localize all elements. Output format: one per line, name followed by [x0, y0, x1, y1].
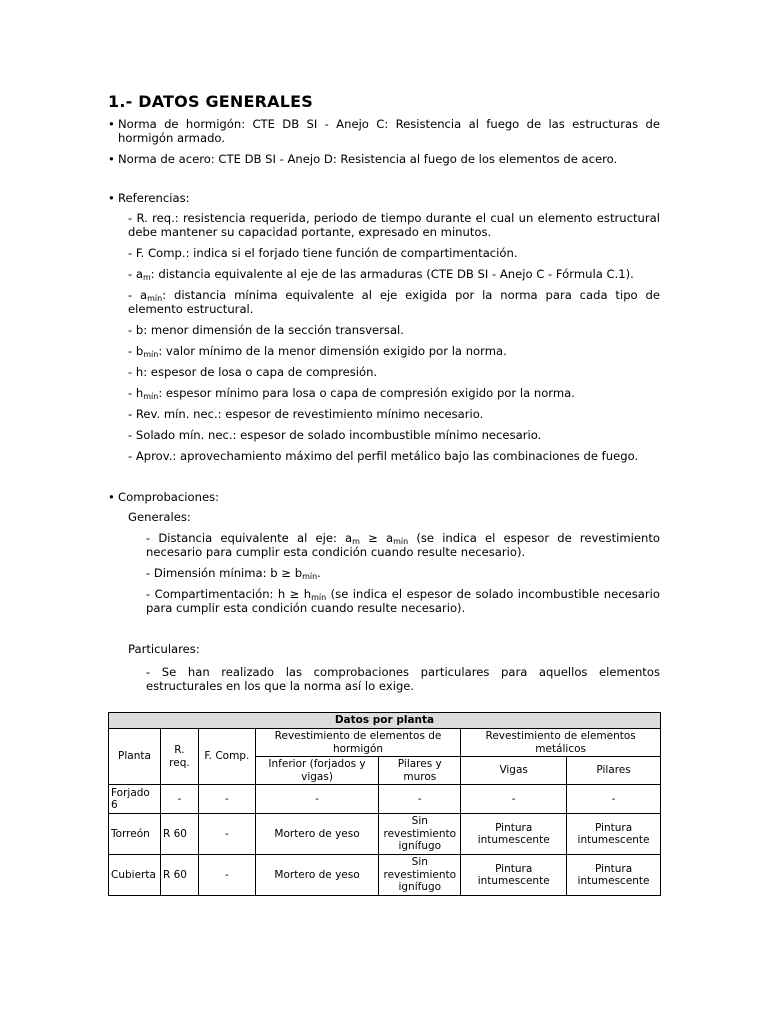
cell-rreq: R 60 [160, 814, 198, 855]
header-vigas: Vigas [461, 757, 567, 785]
ref-b: - b: menor dimensión de la sección transversal. [128, 323, 404, 337]
check-dimension: - Dimensión mínima: $b \ge b_{mín}$. [146, 566, 321, 581]
norm-steel: • Norma de acero: CTE DB SI - Anejo D: Resistencia al fuego de los elementos de acero. [108, 152, 660, 166]
cell-fcomp: - [198, 855, 255, 896]
check-compartment: - Compartimentación: $h \ge h_{mín}$ (se indica el espesor de solado incombustible necesario para cumplir esta condición cuando resulte necesario). [146, 587, 660, 615]
section-title: 1.- DATOS GENERALES [108, 92, 313, 111]
cell-pilares: Pintura intumescente [567, 855, 661, 896]
cell-pilares-muros: Sin revestimiento ignífugo [379, 855, 461, 896]
cell-pilares: - [567, 785, 661, 814]
ref-rreq: - R. req.: resistencia requerida, periodo de tiempo durante el cual un elemento estructural debe mantener su capacidad portante, expresado en minutos. [128, 211, 660, 239]
cell-rreq: - [160, 785, 198, 814]
ref-amin: - $a_{mín}$: distancia mínima equivalente al eje exigida por la norma para cada tipo de elemento estructural. [128, 288, 660, 316]
cell-planta: Torreón [109, 814, 161, 855]
checks-particular-heading: Particulares: [128, 642, 200, 656]
ref-am: - $a_m$: distancia equivalente al eje de las armaduras (CTE DB SI - Anejo C - Fórmula C.1). [128, 267, 634, 282]
header-planta: Planta [109, 729, 161, 785]
cell-planta: Forjado 6 [109, 785, 161, 814]
header-metalicos: Revestimiento de elementos metálicos [461, 729, 661, 757]
ref-fcomp: - F. Comp.: indica si el forjado tiene función de compartimentación. [128, 246, 518, 260]
header-pilares-muros: Pilares y muros [379, 757, 461, 785]
cell-inferior: Mortero de yeso [255, 814, 379, 855]
header-pilares: Pilares [567, 757, 661, 785]
checks-general-heading: Generales: [128, 510, 191, 524]
norm-concrete: • Norma de hormigón: CTE DB SI - Anejo C: Resistencia al fuego de las estructuras de hormigón armado. [108, 117, 660, 145]
header-inferior: Inferior (forjados y vigas) [255, 757, 379, 785]
ref-h: - h: espesor de losa o capa de compresión. [128, 365, 378, 379]
ref-aprov: - Aprov.: aprovechamiento máximo del perfil metálico bajo las combinaciones de fuego. [128, 449, 639, 463]
ref-rev: - Rev. mín. nec.: espesor de revestimiento mínimo necesario. [128, 407, 484, 421]
cell-pilares-muros: Sin revestimiento ignífugo [379, 814, 461, 855]
cell-rreq: R 60 [160, 855, 198, 896]
cell-vigas: Pintura intumescente [461, 814, 567, 855]
document-page [108, 92, 660, 700]
check-distance: - Distancia equivalente al eje: $a_m \ge a_{mín}$ (se indica el espesor de revestimiento necesario para cumplir esta condición cuando resulte necesario). [146, 531, 660, 559]
table-title: Datos por planta [109, 713, 661, 729]
cell-vigas: Pintura intumescente [461, 855, 567, 896]
header-fcomp: F. Comp. [198, 729, 255, 785]
cell-planta: Cubierta [109, 855, 161, 896]
header-hormigon: Revestimiento de elementos de hormigón [255, 729, 461, 757]
table-row [109, 785, 661, 814]
references-heading: • Referencias: [108, 191, 660, 205]
header-rreq: R. req. [160, 729, 198, 785]
cell-fcomp: - [198, 785, 255, 814]
cell-pilares: Pintura intumescente [567, 814, 661, 855]
floor-data-table [108, 712, 661, 896]
check-particular: - Se han realizado las comprobaciones particulares para aquellos elementos estructurales en los que la norma así lo exige. [146, 665, 660, 693]
ref-hmin: - $h_{mín}$: espesor mínimo para losa o capa de compresión exigido por la norma. [128, 386, 575, 401]
cell-inferior: Mortero de yeso [255, 855, 379, 896]
checks-heading: • Comprobaciones: [108, 490, 660, 504]
ref-solado: - Solado mín. nec.: espesor de solado incombustible mínimo necesario. [128, 428, 542, 442]
cell-inferior: - [255, 785, 379, 814]
cell-pilares-muros: - [379, 785, 461, 814]
cell-vigas: - [461, 785, 567, 814]
table-row [109, 855, 661, 896]
ref-bmin: - $b_{mín}$: valor mínimo de la menor dimensión exigido por la norma. [128, 344, 507, 359]
cell-fcomp: - [198, 814, 255, 855]
table-row [109, 814, 661, 855]
